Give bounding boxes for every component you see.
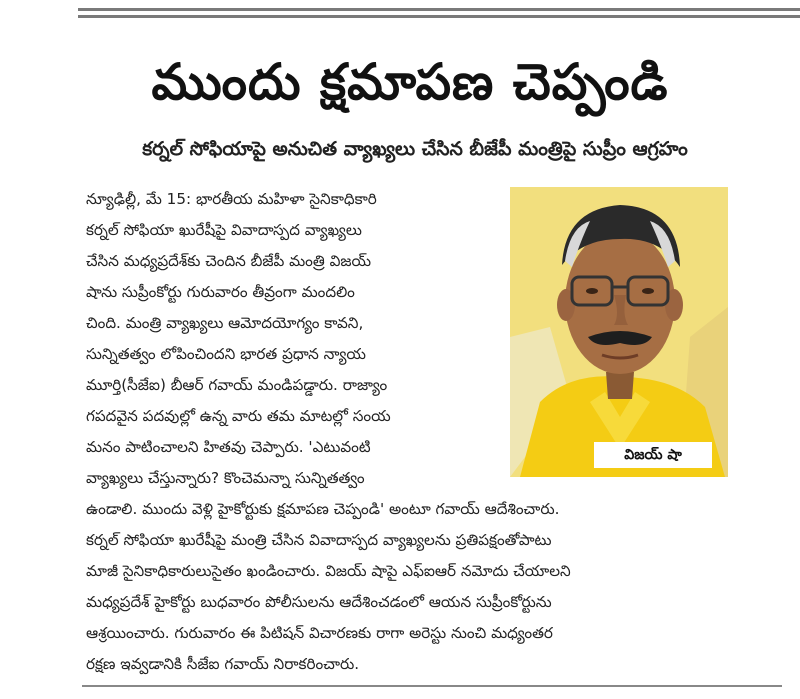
portrait-photo xyxy=(510,187,728,477)
body-line: వ్యాఖ్యలు చేస్తున్నారు? కొంచెమన్నా సున్నితత్వం xyxy=(86,469,365,487)
body-line: కర్నల్ సోఫియా ఖురేషీపై వివాదాస్పద వ్యాఖ్యలు xyxy=(86,221,362,239)
body-line: చేసిన మధ్యప్రదేశ్‌కు చెందిన బీజేపీ మంత్రి విజయ్ xyxy=(86,252,372,270)
body-line: మాజీ సైనికాధికారులుసైతం ఖండించారు. విజయ్ షాపై ఎఫ్ఐఆర్ నమోదు చేయాలని xyxy=(86,562,571,580)
top-rule xyxy=(78,8,800,18)
subheadline: కర్నల్ సోఫియాపై అనుచిత వ్యాఖ్యలు చేసిన బీజేపీ మంత్రిపై సుప్రీం ఆగ్రహం xyxy=(142,138,688,160)
bottom-rule xyxy=(82,685,782,687)
body-line: చింది. మంత్రి వ్యాఖ్యలు ఆమోదయోగ్యం కావని, xyxy=(86,314,364,332)
body-line: రక్షణ ఇవ్వడానికి సీజేఐ గవాయ్ నిరాకరించారు. xyxy=(86,655,360,673)
photo-caption: విజయ్ షా xyxy=(594,442,712,468)
body-line: మూర్తి(సీజేఐ) బీఆర్ గవాయ్ మండిపడ్డారు. రాజ్యాం xyxy=(86,376,388,394)
body-line: గపదవైన పదవుల్లో ఉన్న వారు తమ మాటల్లో సంయ xyxy=(86,407,391,425)
body-line: మధ్యప్రదేశ్ హైకోర్టు బుధవారం పోలీసులను ఆదేశించడంలో ఆయన సుప్రీంకోర్టును xyxy=(86,593,552,611)
body-line: షాను సుప్రీంకోర్టు గురువారం తీవ్రంగా మందలిం xyxy=(86,283,355,301)
headline: ముందు క్షమాపణ చెప్పండి xyxy=(151,53,669,111)
body-line: ఆశ్రయించారు. గురువారం ఈ పిటిషన్ విచారణకు రాగా అరెస్టు నుంచి మధ్యంతర xyxy=(86,624,553,642)
body-line: కర్నల్ సోఫియా ఖురేషీపై మంత్రి చేసిన వివాదాస్పద వ్యాఖ్యలను ప్రతిపక్షంతోపాటు xyxy=(86,531,552,549)
body-line: సున్నితత్వం లోపించిందని భారత ప్రధాన న్యాయ xyxy=(86,345,366,363)
body-line: ఉండాలి. ముందు వెళ్లి హైకోర్టుకు క్షమాపణ చెప్పండి' అంటూ గవాయ్ ఆదేశించారు. xyxy=(86,500,560,518)
body-line: మనం పాటించాలని హితవు చెప్పారు. 'ఎటువంటి xyxy=(86,438,371,456)
body-line: న్యూఢిల్లీ, మే 15: భారతీయ మహిళా సైనికాధికారి xyxy=(86,190,377,208)
